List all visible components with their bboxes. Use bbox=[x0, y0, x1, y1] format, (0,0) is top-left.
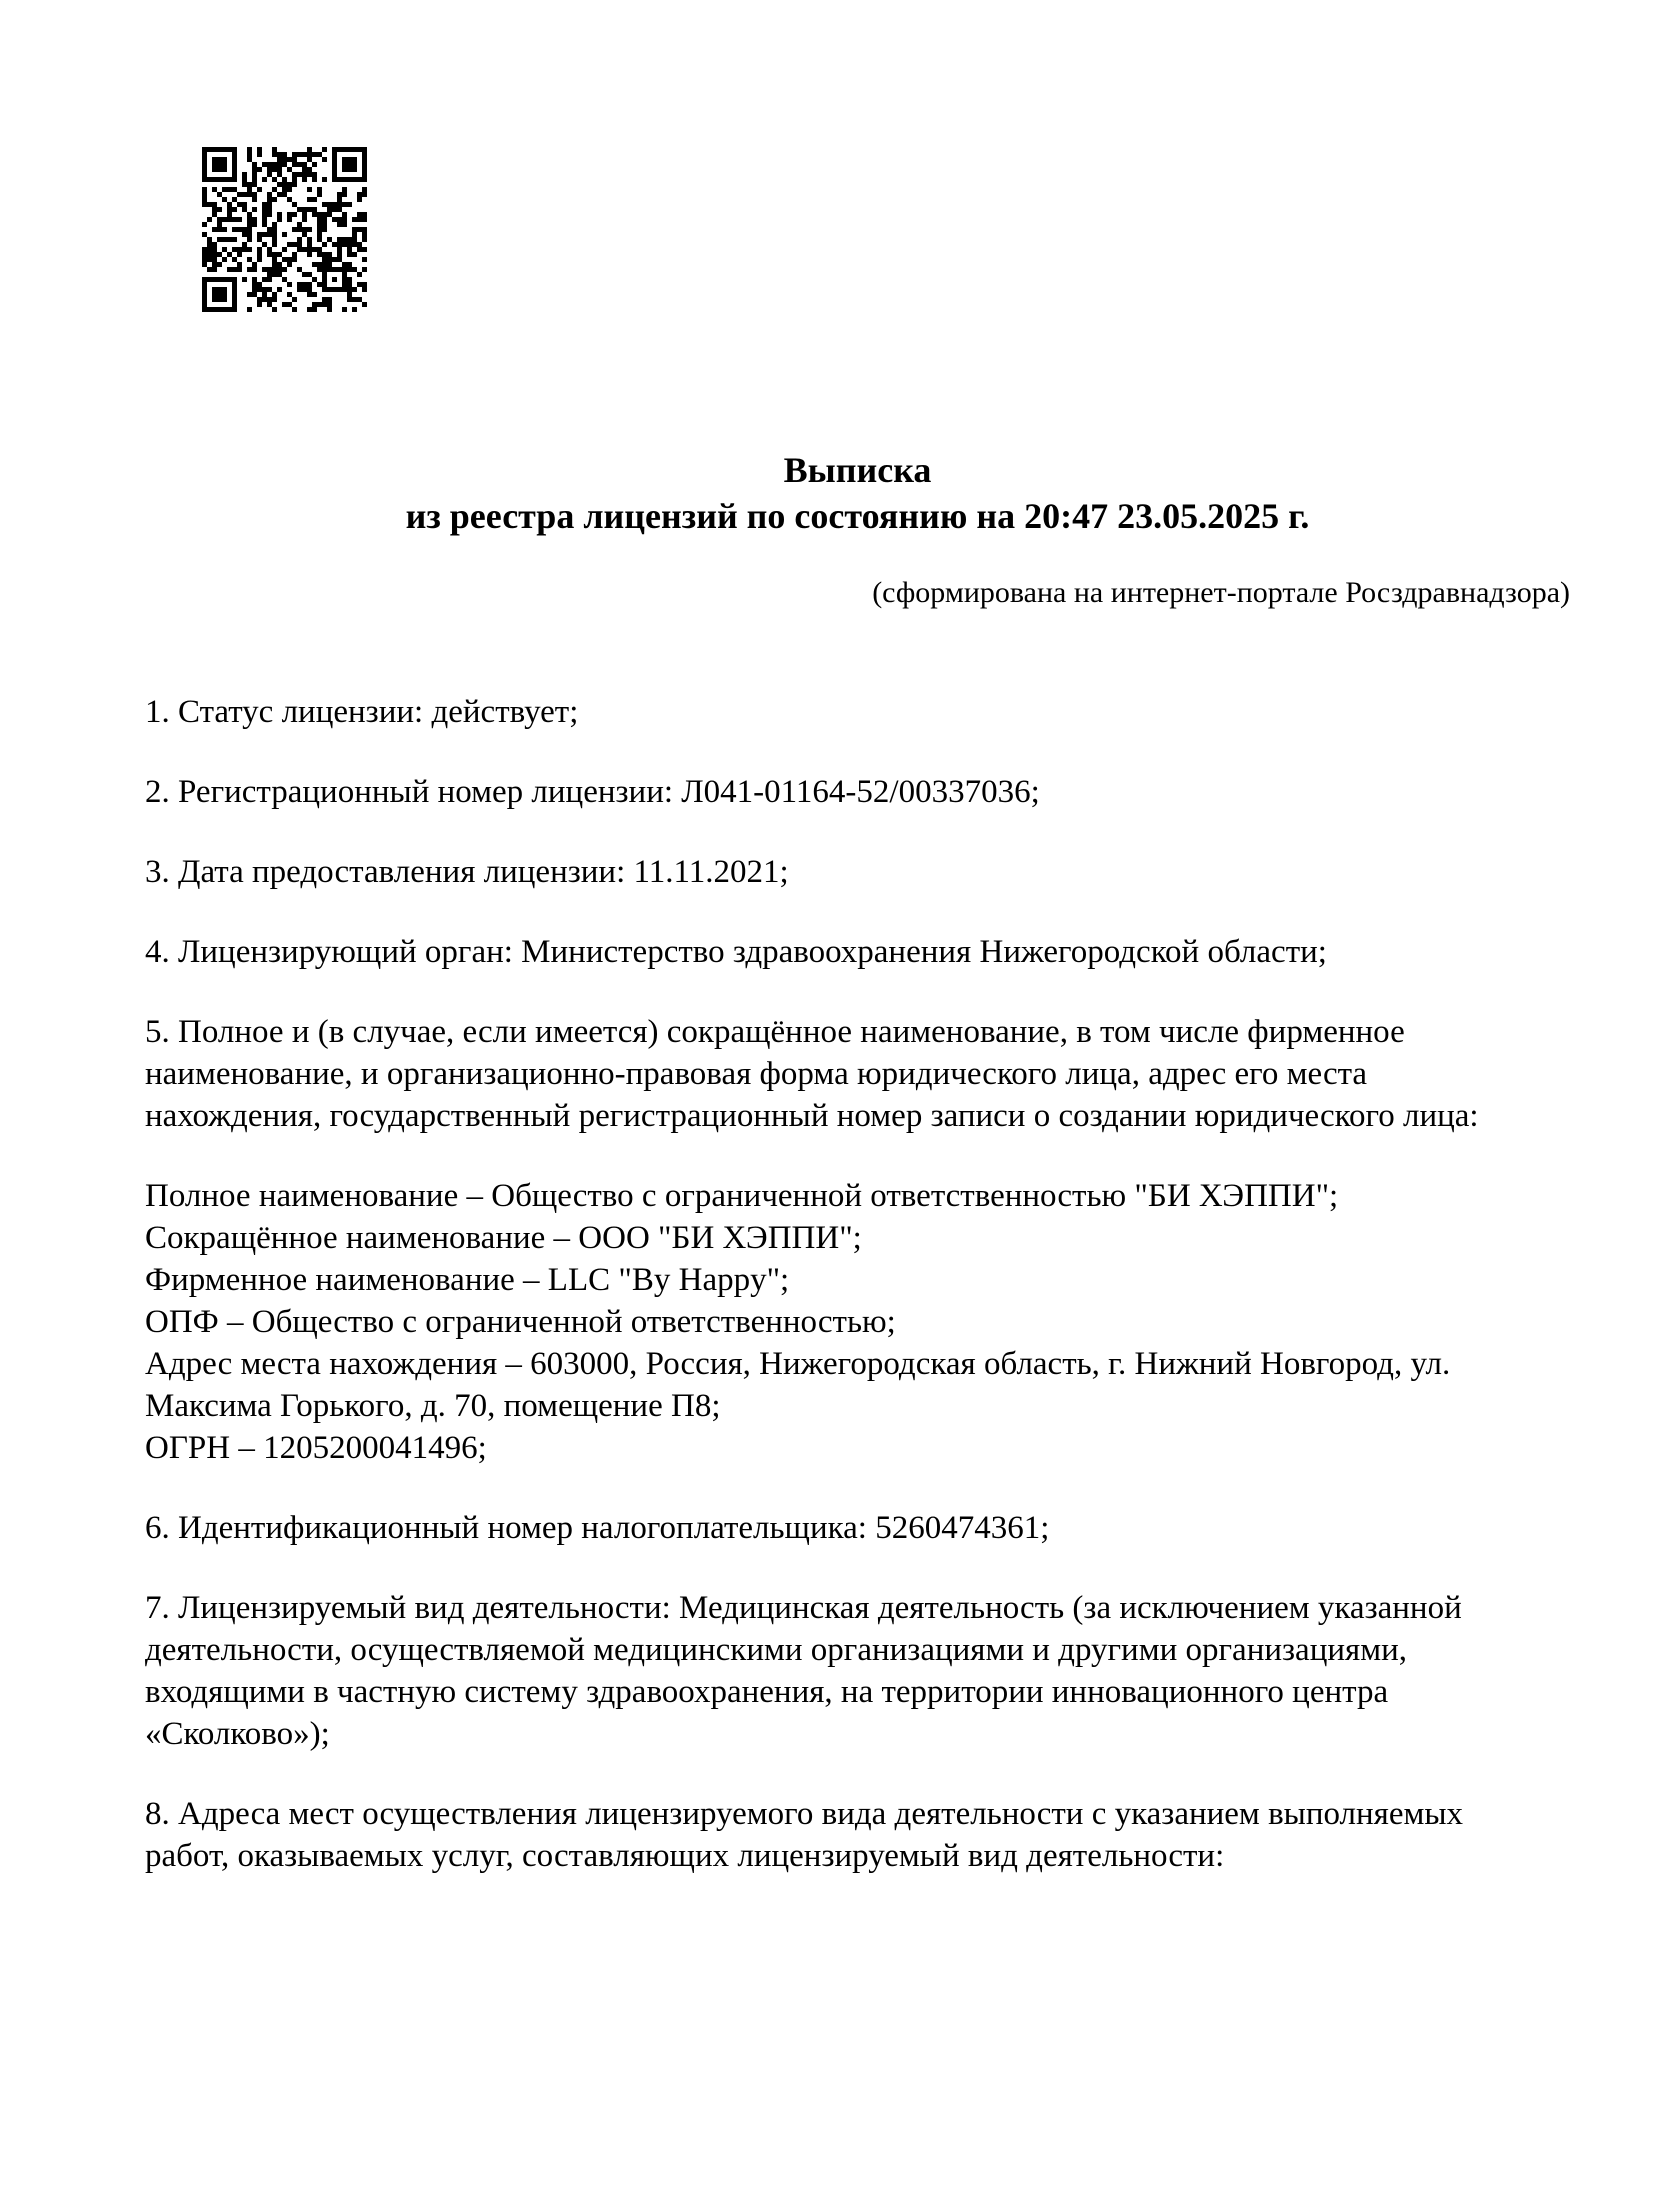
title-line-2: из реестра лицензий по состоянию на 20:47 23.05.2025 г. bbox=[405, 496, 1310, 536]
document-title bbox=[145, 447, 1570, 539]
text-line: Сокращённое наименование – ООО "БИ ХЭППИ"; bbox=[145, 1220, 862, 1256]
title-line-1: Выписка bbox=[783, 450, 932, 490]
paragraph-1 bbox=[145, 691, 1570, 733]
text-line: Полное наименование – Общество с ограниченной ответственностью "БИ ХЭППИ"; bbox=[145, 1178, 1339, 1214]
text-line: 2. Регистрационный номер лицензии: Л041-01164-52/00337036; bbox=[145, 774, 1040, 810]
text-line: 6. Идентификационный номер налогоплательщика: 5260474361; bbox=[145, 1510, 1050, 1546]
document-body bbox=[145, 691, 1570, 1877]
text-line: 8. Адреса мест осуществления лицензируемого вида деятельности с указанием выполняемых bbox=[145, 1796, 1464, 1832]
text-line: входящими в частную систему здравоохранения, на территории инновационного центра bbox=[145, 1674, 1389, 1710]
text-line: Фирменное наименование – LLC "By Happy"; bbox=[145, 1262, 790, 1298]
text-line: «Сколково»); bbox=[145, 1716, 330, 1752]
paragraph-8 bbox=[145, 1587, 1570, 1755]
text-line: 5. Полное и (в случае, если имеется) сокращённое наименование, в том числе фирменное bbox=[145, 1014, 1405, 1050]
text-line: 1. Статус лицензии: действует; bbox=[145, 694, 579, 730]
paragraph-2 bbox=[145, 771, 1570, 813]
paragraph-7 bbox=[145, 1507, 1570, 1549]
paragraph-6 bbox=[145, 1175, 1570, 1469]
text-line: Максима Горького, д. 70, помещение П8; bbox=[145, 1388, 721, 1424]
text-line: ОГРН – 1205200041496; bbox=[145, 1430, 487, 1466]
text-line: 7. Лицензируемый вид деятельности: Медицинская деятельность (за исключением указанной bbox=[145, 1590, 1462, 1626]
paragraph-9 bbox=[145, 1793, 1570, 1877]
paragraph-3 bbox=[145, 851, 1570, 893]
content-column bbox=[145, 0, 1570, 1915]
text-line: 3. Дата предоставления лицензии: 11.11.2021; bbox=[145, 854, 789, 890]
paragraph-4 bbox=[145, 931, 1570, 973]
text-line: работ, оказываемых услуг, составляющих лицензируемый вид деятельности: bbox=[145, 1838, 1225, 1874]
text-line: деятельности, осуществляемой медицинскими организациями и другими организациями, bbox=[145, 1632, 1407, 1668]
text-line: наименование, и организационно-правовая форма юридического лица, адрес его места bbox=[145, 1056, 1368, 1092]
text-line: Адрес места нахождения – 603000, Россия, Нижегородская область, г. Нижний Новгород, ул. bbox=[145, 1346, 1451, 1382]
document-subtitle: (сформирована на интернет-портале Росздравнадзора) bbox=[872, 576, 1570, 609]
text-line: нахождения, государственный регистрационный номер записи о создании юридического лица: bbox=[145, 1098, 1479, 1134]
text-line: 4. Лицензирующий орган: Министерство здравоохранения Нижегородской области; bbox=[145, 934, 1327, 970]
text-line: ОПФ – Общество с ограниченной ответственностью; bbox=[145, 1304, 896, 1340]
paragraph-5 bbox=[145, 1011, 1570, 1137]
